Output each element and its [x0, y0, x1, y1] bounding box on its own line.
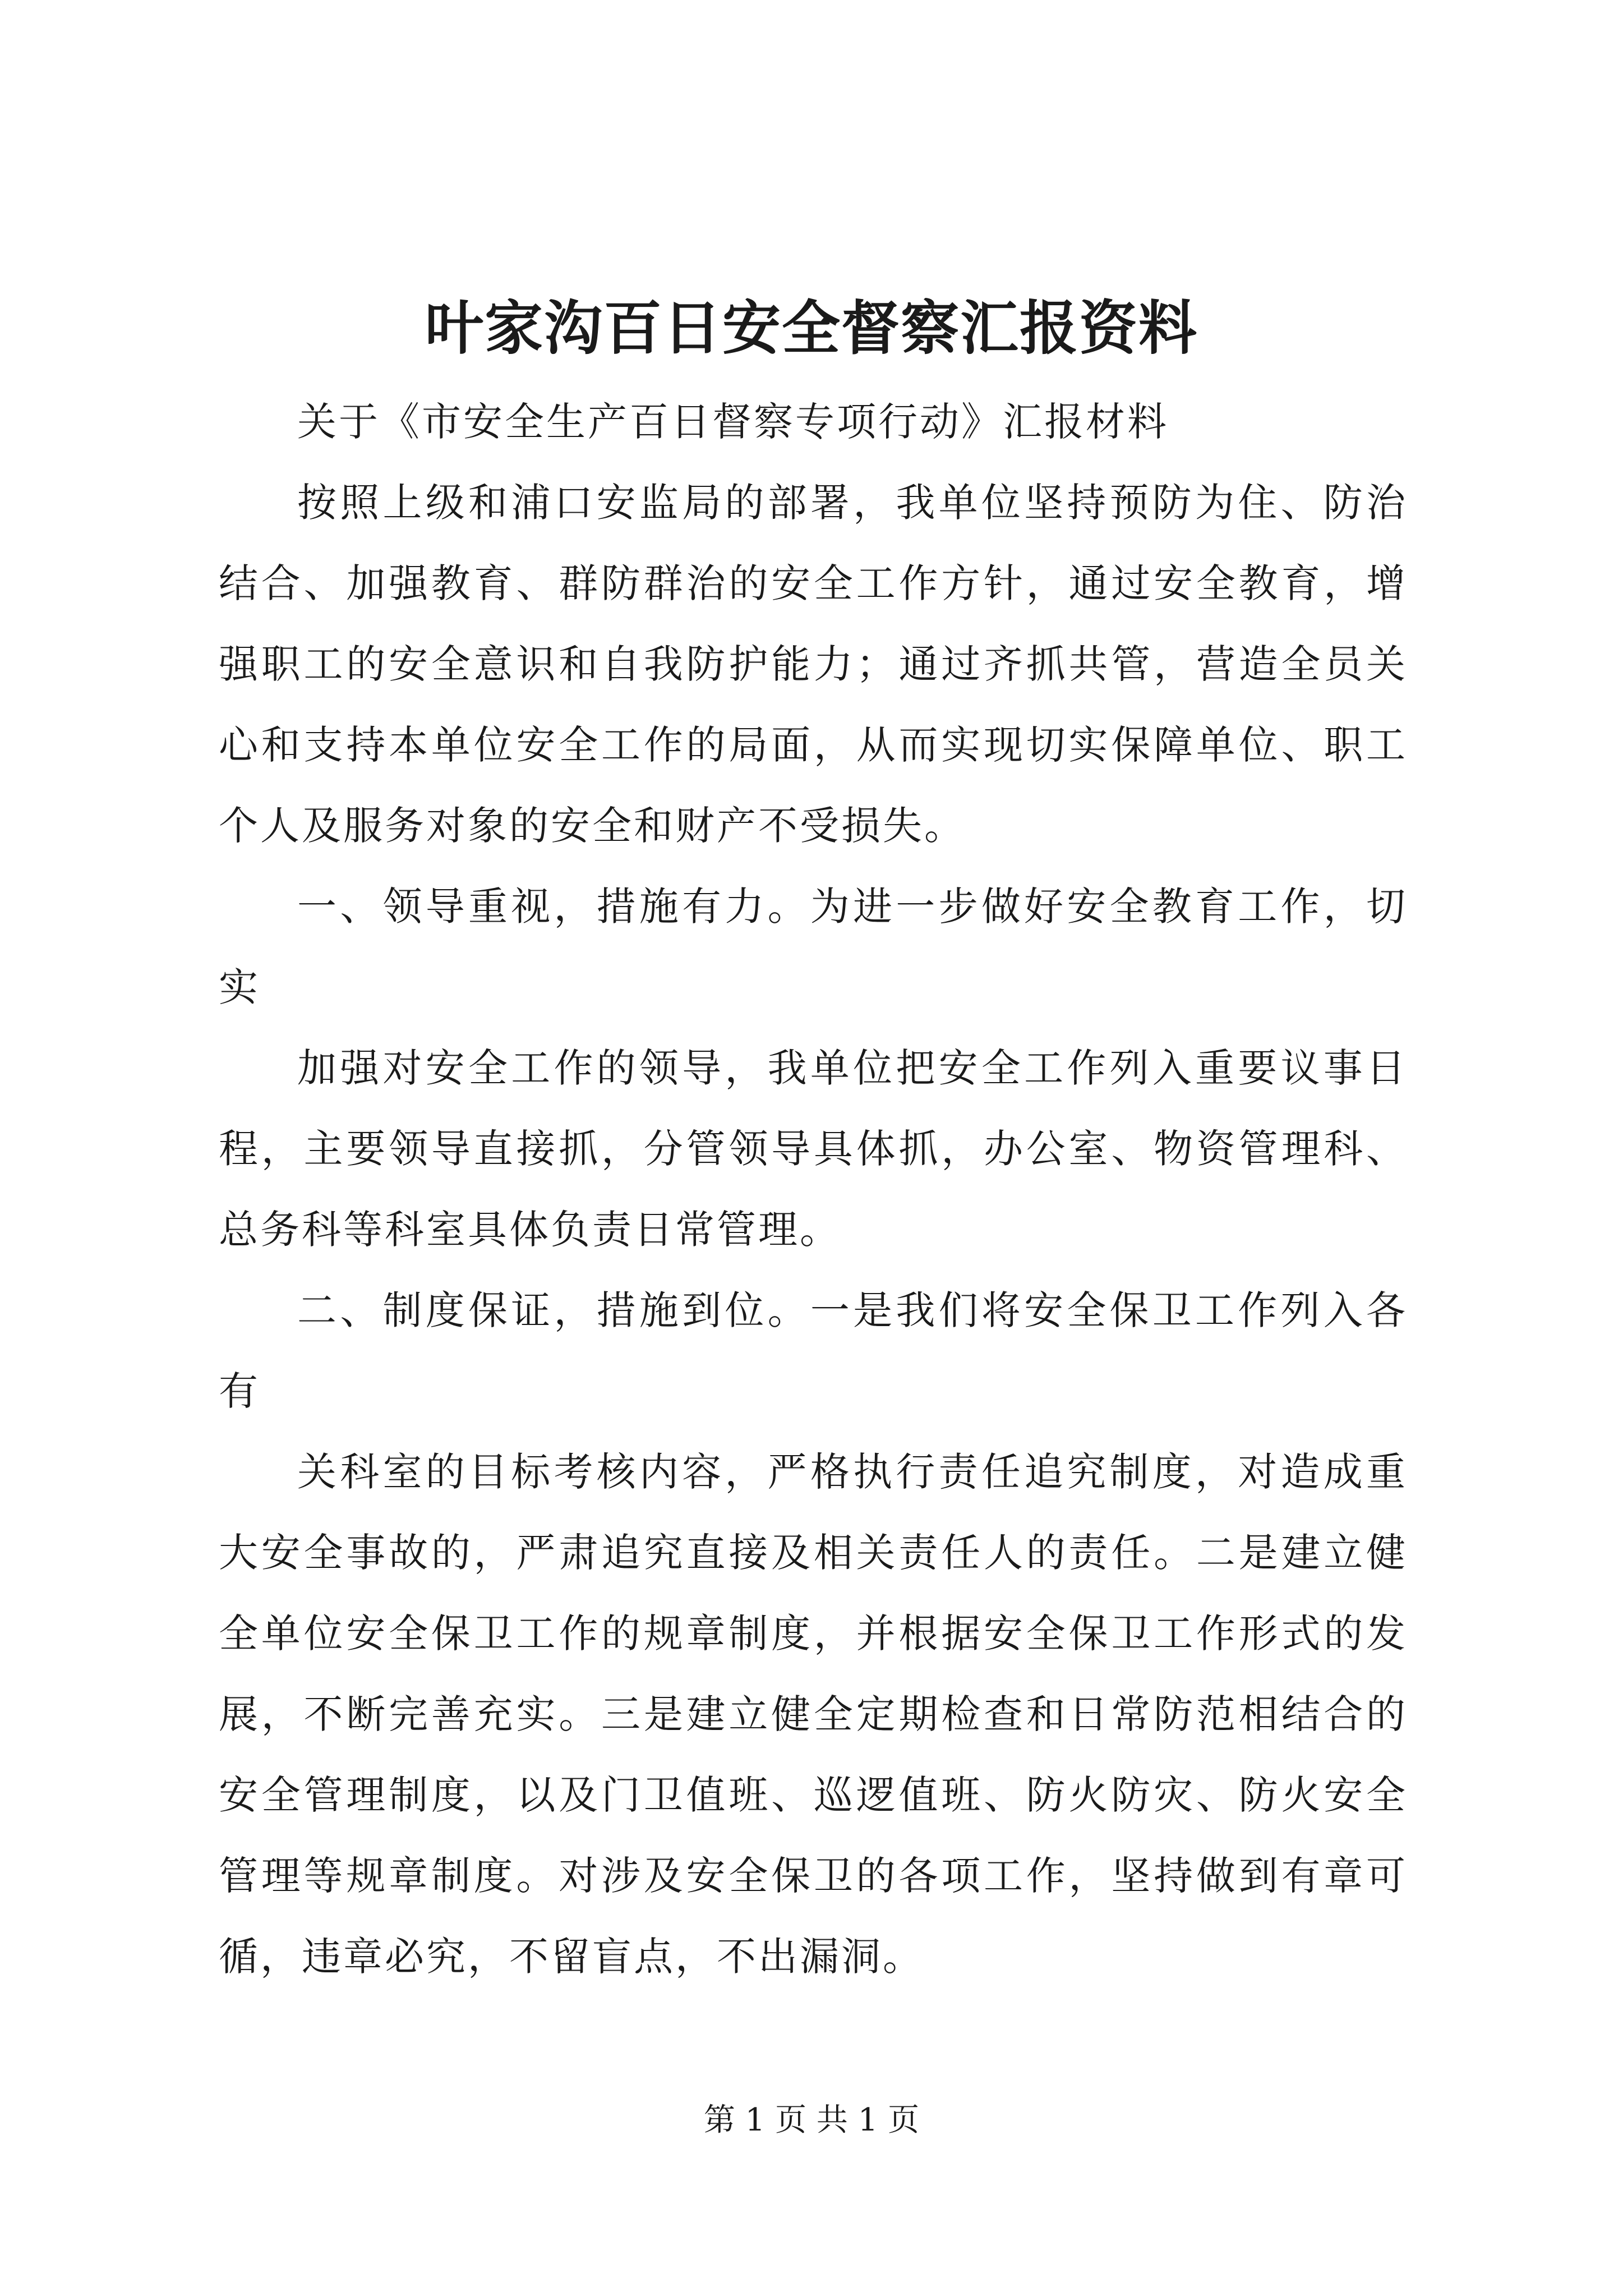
page-footer: 第 1 页 共 1 页	[703, 2102, 920, 2138]
document-body	[219, 381, 1408, 1997]
paragraph-subtitle: 关于《市安全生产百日督察专项行动》汇报材料	[297, 399, 1169, 445]
paragraph-section-1-body: 加强对安全工作的领导，我单位把安全工作列入重要议事日程，主要领导直接抓，分管领导具体抓，办公室、物资管理科、总务科等科室具体负责日常管理。	[219, 1045, 1408, 1253]
paragraph-section-2-body: 关科室的目标考核内容，严格执行责任追究制度，对造成重大安全事故的，严肃追究直接及相关责任人的责任。二是建立健全单位安全保卫工作的规章制度，并根据安全保卫工作形式的发展，不断完善充实。三是建立健全定期检查和日常防范相结合的安全管理制度，以及门卫值班、巡逻值班、防火防灾、防火安全管理等规章制度。对涉及安全保卫的各项工作，坚持做到有章可循，违章必究，不留盲点，不出漏洞。	[219, 1449, 1408, 1980]
paragraph-section-2-heading: 二、制度保证，措施到位。一是我们将安全保卫工作列入各有	[219, 1287, 1408, 1414]
paragraph-intro: 按照上级和浦口安监局的部署，我单位坚持预防为住、防治结合、加强教育、群防群治的安全工作方针，通过安全教育，增强职工的安全意识和自我防护能力；通过齐抓共管，营造全员关心和支持本单位安全工作的局面，从而实现切实保障单位、职工个人及服务对象的安全和财产不受损失。	[219, 480, 1408, 849]
document-title: 叶家沟百日安全督察汇报资料	[425, 293, 1198, 362]
paragraph-section-1-heading: 一、领导重视，措施有力。为进一步做好安全教育工作，切实	[219, 884, 1408, 1010]
